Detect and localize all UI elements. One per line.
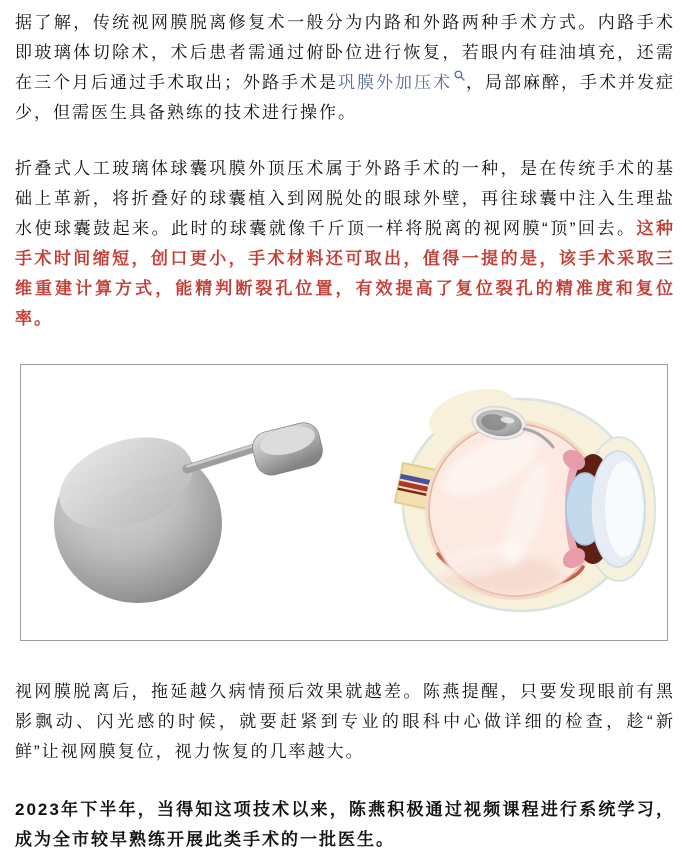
balloon-device-illustration xyxy=(47,419,326,603)
paragraph-4 xyxy=(15,795,675,855)
search-icon[interactable] xyxy=(454,70,465,81)
p2-normal-text: 折叠式人工玻璃体球囊巩膜外顶压术属于外路手术的一种，是在传统手术的基础上革新，将折叠好的球囊植入到网脱处的眼球外壁，再往球囊中注入生理盐水使球囊鼓起来。此时的球囊就像千斤顶一样将脱离的视网膜“顶”回去。 xyxy=(15,159,675,238)
p3-text: 视网膜脱离后，拖延越久病情预后效果就越差。陈燕提醒，只要发现眼前有黑影飘动、闪光感的时候，就要赶紧到专业的眼科中心做详细的检查，趁“新鲜”让视网膜复位，视力恢复的几率越大。 xyxy=(15,682,675,761)
paragraph-3 xyxy=(15,677,675,767)
p1-text-after-link: ，局部麻醉，手术并发症少，但需医生具备熟练的技术进行操作。 xyxy=(15,73,675,122)
article-image[interactable] xyxy=(20,364,668,641)
balloon-valve-cap xyxy=(249,419,326,478)
p1-text-before-link: 据了解，传统视网膜脱离修复术一般分为内路和外路两种手术方式。内路手术即玻璃体切除术，术后患者需通过俯卧位进行恢复，若眼内有硅油填充，还需在三个月后通过手术取出；外路手术是 xyxy=(15,13,675,92)
eye-diagram xyxy=(395,380,655,611)
entity-link-label[interactable]: 巩膜外加压术 xyxy=(338,73,452,92)
entity-link-scleral-buckling[interactable] xyxy=(338,73,466,92)
figure-canvas xyxy=(21,365,667,640)
p4-text: 2023年下半年，当得知这项技术以来，陈燕积极通过视频课程进行系统学习，成为全市较早熟练开展此类手术的一批医生。 xyxy=(15,800,675,849)
paragraph-2 xyxy=(15,154,675,334)
p2-highlight-text: 这种手术时间缩短，创口更小，手术材料还可取出，值得一提的是，该手术采取三维重建计算方式，能精判断裂孔位置，有效提高了复位裂孔的精准度和复位率。 xyxy=(15,219,676,328)
paragraph-1 xyxy=(15,8,675,128)
